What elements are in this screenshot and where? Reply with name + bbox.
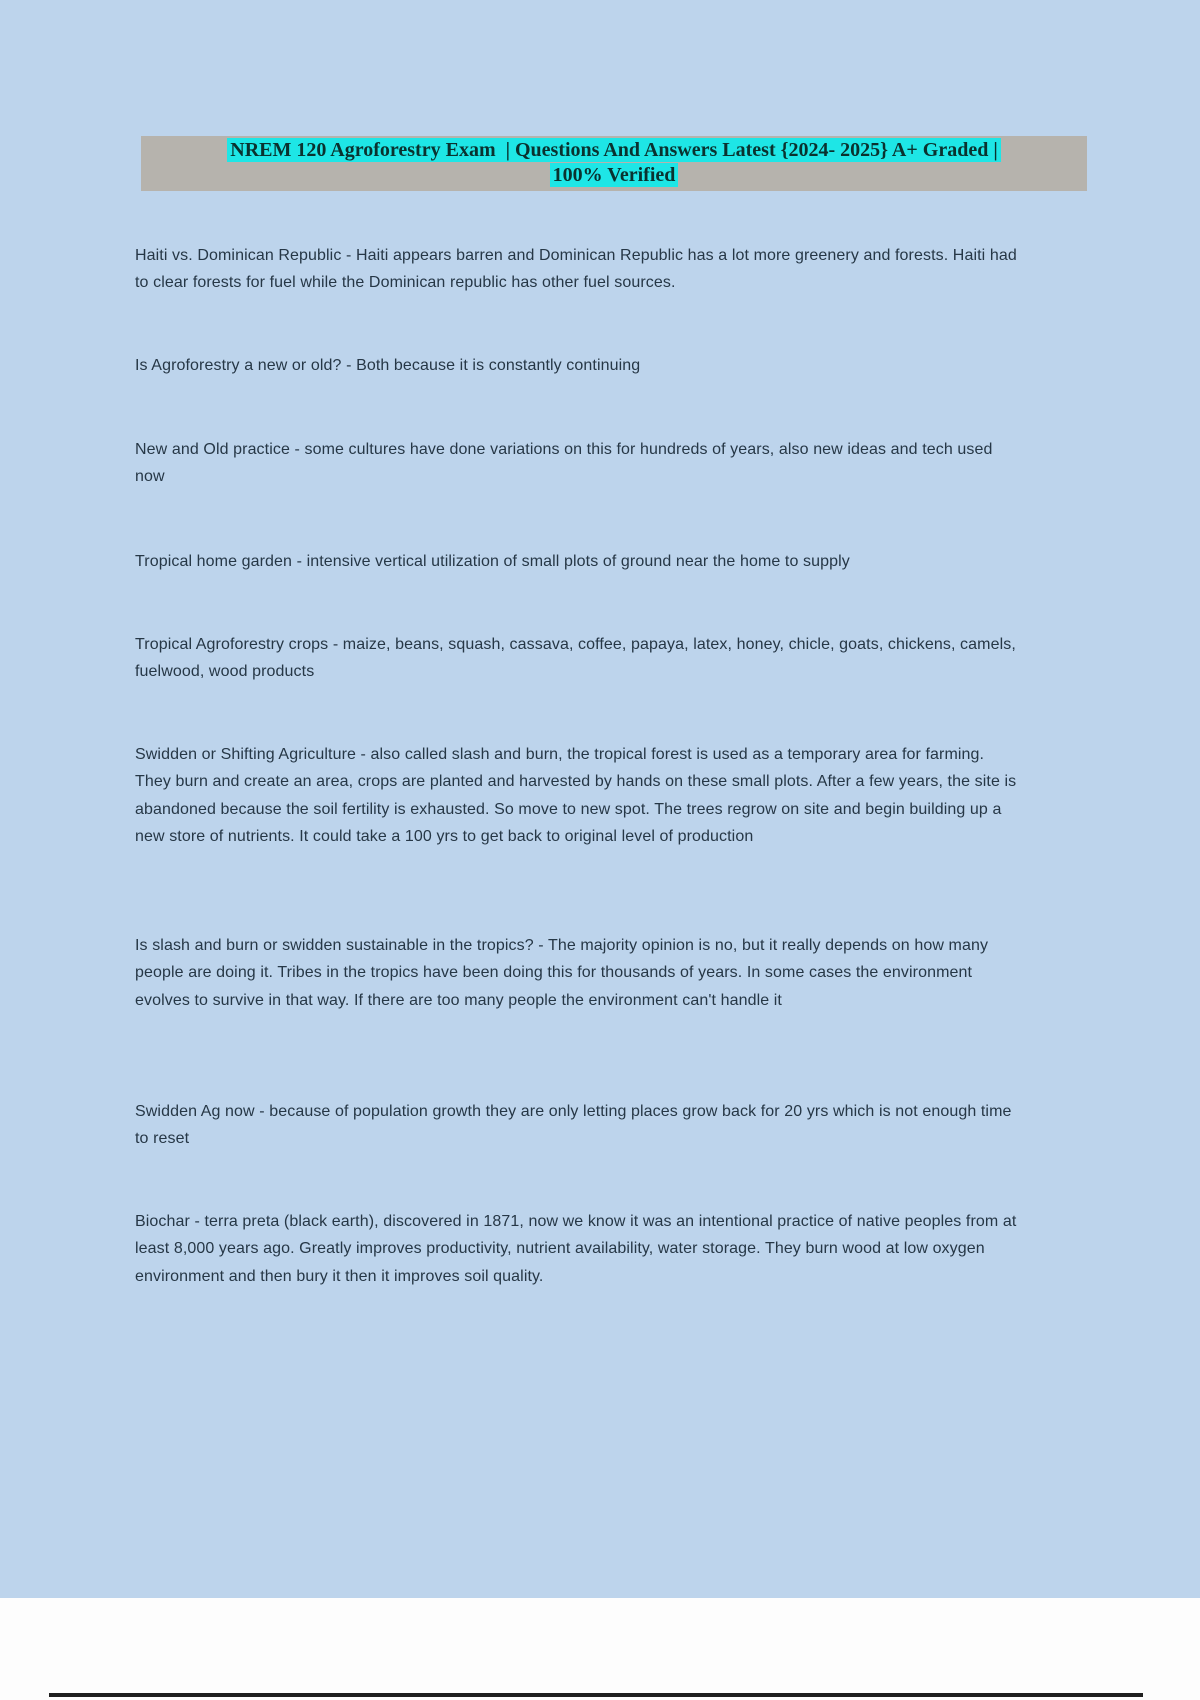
qa-paragraph-swidden: Swidden or Shifting Agriculture - also called slash and burn, the tropical forest is used as a temporary area for farming. They burn and create an area, crops are planted and harvested by hands on these small plots. After a few years, the site is abandoned because the soil fertility is exhausted. So move to new spot. The trees regrow on site and begin building up a new store of nutrients. It could take a 100 yrs to get back to original level of production <box>135 746 1017 846</box>
title-line-2 <box>141 163 1087 188</box>
qa-paragraph-swidden-sustainable: Is slash and burn or swidden sustainable in the tropics? - The majority opinion is no, but it really depends on how many people are doing it. Tribes in the tropics have been doing this for thousands of years. In some cases the environment evolves to survive in that way. If there are too many people the environment can't handle it <box>135 937 989 1009</box>
qa-paragraph-new-and-old: New and Old practice - some cultures have done variations on this for hundreds of years, also new ideas and tech used now <box>135 441 993 486</box>
page-divider-line <box>49 1693 1143 1697</box>
page-gap <box>0 1598 1200 1700</box>
qa-paragraph-haiti-vs-dr: Haiti vs. Dominican Republic - Haiti appears barren and Dominican Republic has a lot more greenery and forests. Haiti had to clear forests for fuel while the Dominican republic has other fuel sources. <box>135 247 1017 292</box>
title-line-1-highlight: NREM 120 Agroforestry Exam | Questions And Answers Latest {2024- 2025} A+ Graded | <box>227 138 1000 162</box>
qa-paragraph-new-or-old: Is Agroforestry a new or old? - Both because it is constantly continuing <box>135 357 641 374</box>
title-line-1 <box>141 138 1087 163</box>
title-block <box>141 136 1087 191</box>
qa-paragraph-swidden-ag-now: Swidden Ag now - because of population growth they are only letting places grow back for 20 yrs which is not enough time to reset <box>135 1103 1012 1148</box>
title-line-2-highlight: 100% Verified <box>550 163 679 187</box>
qa-paragraph-tropical-crops: Tropical Agroforestry crops - maize, beans, squash, cassava, coffee, papaya, latex, honey, chicle, goats, chickens, camels, fuelwood, wood products <box>135 636 1016 681</box>
qa-paragraph-biochar: Biochar - terra preta (black earth), discovered in 1871, now we know it was an intentional practice of native peoples from at least 8,000 years ago. Greatly improves productivity, nutrient availability, water storage. They burn wood at low oxygen environment and then bury it then it improves soil quality. <box>135 1213 1017 1285</box>
qa-paragraph-tropical-garden: Tropical home garden - intensive vertical utilization of small plots of ground near the home to supply <box>135 553 850 570</box>
